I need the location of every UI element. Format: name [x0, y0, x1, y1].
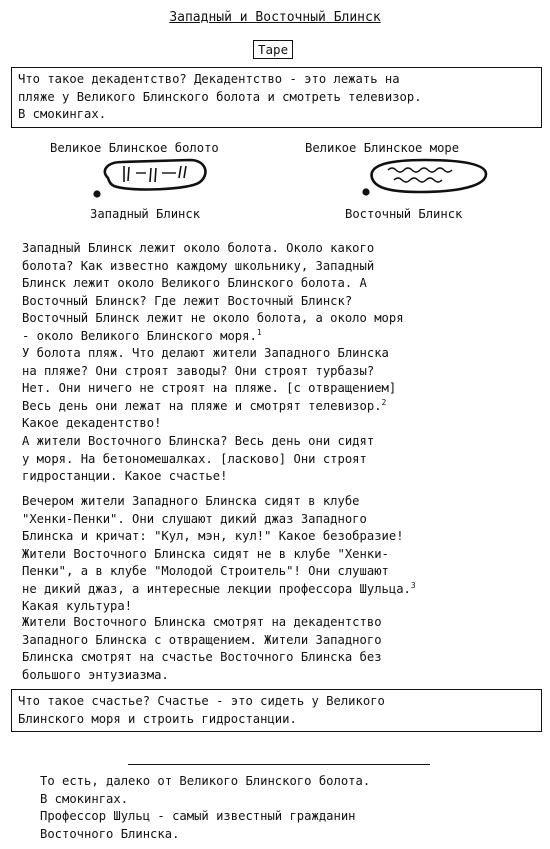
- tape-label: Tape: [253, 40, 293, 59]
- definition-box-bottom: [11, 689, 542, 732]
- paragraph-2-text: У болота пляж. Что делают жители Западного Блинска на пляже? Они строят заводы? Они строят турбазы? Нет. Они ничего не строят на пляже. [с отвращением] Весь день они лежат на пляже и смотрят телевизор.: [22, 346, 397, 413]
- footnote-divider: [128, 764, 430, 765]
- definition-bottom-text: Что такое счастье? Счастье - это сидеть у Великого Блинского моря и строить гидростанции.: [18, 694, 385, 726]
- paragraph-5: Жители Восточного Блинска смотрят на декадентство Западного Блинска с отвращением. Жители Западного Блинска смотрят на счастье Восточного Блинска без большого энтузиазма.: [22, 615, 382, 682]
- paragraph-4-text: Вечером жители Западного Блинска сидят в клубе "Хенки-Пенки". Они слушают дикий джаз Западного Блинска и кричат: "Кул, мэн, кул!" Какое безобразие! Жители Восточного Блинска сидят не в клубе "Хенки- Пенки", а в клубе "Молодой Строитель"! Они слушают не дикий джаз, а интересные лекции профессора Шульца.: [22, 494, 411, 596]
- definition-box-top: [11, 67, 542, 128]
- sea-shape: [372, 160, 486, 192]
- swamp-shape: [105, 160, 206, 189]
- footnote-ref-2: 2: [381, 397, 387, 407]
- paragraph-4: [22, 493, 546, 616]
- footnote-ref-1: 1: [256, 327, 262, 337]
- definition-top-text: Что такое декадентство? Декадентство - это лежать на пляже у Великого Блинского болота и смотреть телевизор. В смокингах.: [18, 72, 422, 121]
- map-diagram: [0, 140, 550, 230]
- footnotes: То есть, далеко от Великого Блинского болота. В смокингах. Профессор Шульц - самый известный гражданин Восточного Блинска.: [40, 774, 371, 841]
- west-city-dot: [93, 190, 100, 197]
- paragraph-2-tail: Какое декадентство!: [22, 416, 162, 430]
- map-sketch: [0, 140, 550, 230]
- label-great-sea: Великое Блинское море: [305, 141, 460, 155]
- page-title: Западный и Восточный Блинск: [169, 10, 381, 25]
- paragraph-2: [22, 345, 546, 433]
- paragraph-4-tail: Какая культура!: [22, 599, 133, 613]
- footnote-ref-3: 3: [410, 580, 416, 590]
- paragraph-1-text: Западный Блинск лежит около болота. Около какого болота? Как известно каждому школьнику, Западный Блинск лежит около Великого Блинского болота. А Восточный Блинск? Где лежит Восточный Блинск? Восточный Блинск лежит не около болота, а около моря - около Великого Блинского моря.: [22, 241, 404, 343]
- label-great-swamp: Великое Блинское болото: [50, 141, 219, 155]
- paragraph-3: А жители Восточного Блинска? Весь день они сидят у моря. На бетономешалках. [ласково] Они строят гидростанции. Какое счастье!: [22, 434, 375, 483]
- east-city-dot: [362, 188, 369, 195]
- paragraph-1: [22, 240, 546, 345]
- label-west-blinsk: Западный Блинск: [90, 207, 201, 221]
- label-east-blinsk: Восточный Блинск: [345, 207, 463, 221]
